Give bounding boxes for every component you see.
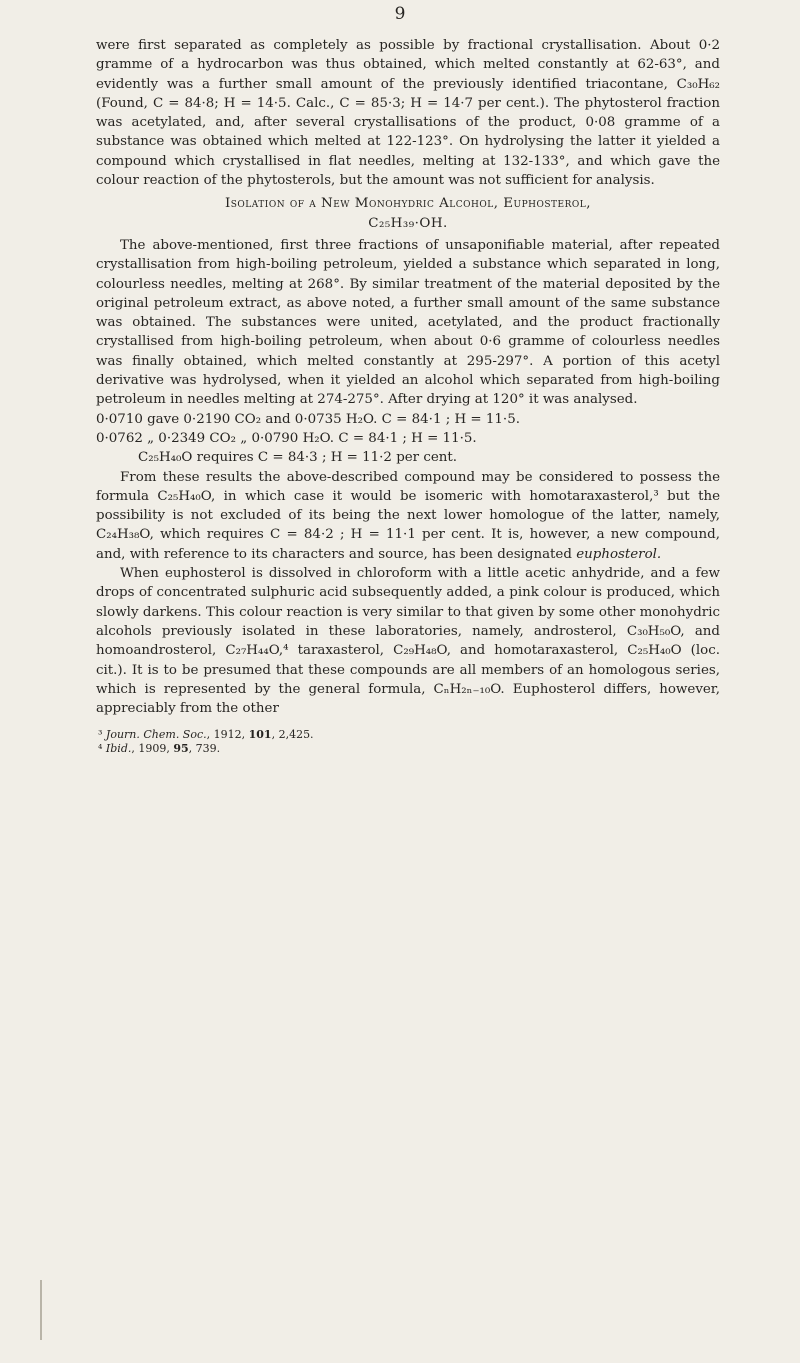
footnote-3-mark: ³ bbox=[98, 728, 103, 742]
section-heading-title: Isolation of a New Monohydric Alcohol, Euphosterol, bbox=[224, 196, 592, 212]
analysis-line-1: 0·0710 gave 0·2190 CO₂ and 0·0735 H₂O. C = 84·1 ; H = 11·5. bbox=[96, 411, 520, 427]
paragraph-3-text: From these results the above-described compound may be considered to possess the formula C₂₅H₄₀O, in which case it would be isomeric with homotaraxasterol,³ but the possibility is not excluded of its being the next lower homologue of the latter, namely, C₂₄H₃₈O, which requires C = 84·2 ; H = 11·1 per cent. It is, however, a new compound, and, with reference to its characters and source, has been designated bbox=[96, 469, 720, 562]
footnote-4-volume: 95 bbox=[173, 742, 189, 756]
paragraph-3 bbox=[96, 468, 720, 564]
section-heading bbox=[96, 194, 720, 233]
footnote-4-page: , 739. bbox=[188, 742, 221, 756]
footnote-4-year: , 1909, bbox=[131, 742, 174, 756]
analysis-results bbox=[96, 410, 720, 468]
paragraph-4: When euphosterol is dissolved in chloroform with a little acetic anhydride, and a few drops of concentrated sulphuric acid subsequently added, a pink colour is produced, which slowly darkens. This colour reaction is very similar to that given by some other monohydric alcohols previously isolated in these laboratories, namely, androsterol, C₃₀H₅₀O, and homoandrosterol, C₂₇H₄₄O,⁴ taraxasterol, C₂₉H₄₈O, and homotaraxasterol, C₂₅H₄₀O (loc. cit.). It is to be presumed that these compounds are all members of an homologous series, which is represented by the general formula, CₙH₂ₙ₋₁₀O. Euphosterol differs, however, appreciably from the other bbox=[96, 566, 720, 717]
footnote-3-page: , 2,425. bbox=[271, 728, 314, 742]
footnote-4-journal: Ibid. bbox=[105, 742, 132, 756]
footnote-3-journal: Journ. Chem. Soc. bbox=[105, 728, 207, 742]
footnote-4-mark: ⁴ bbox=[98, 742, 103, 756]
footnote-4 bbox=[96, 742, 720, 756]
section-heading-formula: C₂₅H₃₉·OH. bbox=[368, 215, 448, 231]
scan-margin-mark bbox=[40, 1280, 42, 1340]
page-number: 9 bbox=[394, 4, 406, 24]
footnote-3-year: , 1912, bbox=[206, 728, 249, 742]
paragraph-1: were first separated as completely as possible by fractional crystallisation. About 0·2 gramme of a hydrocarbon was thus obtained, which melted constantly at 62-63°, and evidently was a further small amount of the previously identified triacontane, C₃₀H₆₂ (Found, C = 84·8; H = 14·5. Calc., C = 85·3; H = 14·7 per cent.). The phytosterol fraction was acetylated, and, after several crystallisations of the product, 0·08 gramme of a substance was obtained which melted at 122-123°. On hydrolysing the latter it yielded a compound which crystallised in flat needles, melting at 132-133°, and which gave the colour reaction of the phytosterols, but the amount was not sufficient for analysis. bbox=[96, 38, 720, 189]
footnotes bbox=[96, 728, 720, 756]
analysis-requirement: C₂₅H₄₀O requires C = 84·3 ; H = 11·2 per cent. bbox=[138, 450, 458, 466]
euphosterol-term: euphosterol. bbox=[576, 546, 662, 562]
text-column bbox=[96, 36, 720, 756]
footnote-3 bbox=[96, 728, 720, 742]
analysis-line-2: 0·0762 „ 0·2349 CO₂ „ 0·0790 H₂O. C = 84·1 ; H = 11·5. bbox=[96, 430, 477, 446]
footnote-3-volume: 101 bbox=[248, 728, 272, 742]
paragraph-2: The above-mentioned, first three fractions of unsaponifiable material, after repeated crystallisation from high-boiling petroleum, yielded a substance which separated in long, colourless needles, melting at 268°. By similar treatment of the material deposited by the original petroleum extract, as above noted, a further small amount of the same substance was obtained. The substances were united, acetylated, and the product fractionally crystallised from high-boiling petroleum, when about 0·6 gramme of colourless needles was finally obtained, which melted constantly at 295-297°. A portion of this acetyl derivative was hydrolysed, when it yielded an alcohol which separated from high-boiling petroleum in needles melting at 274-275°. After drying at 120° it was analysed. bbox=[96, 237, 720, 408]
